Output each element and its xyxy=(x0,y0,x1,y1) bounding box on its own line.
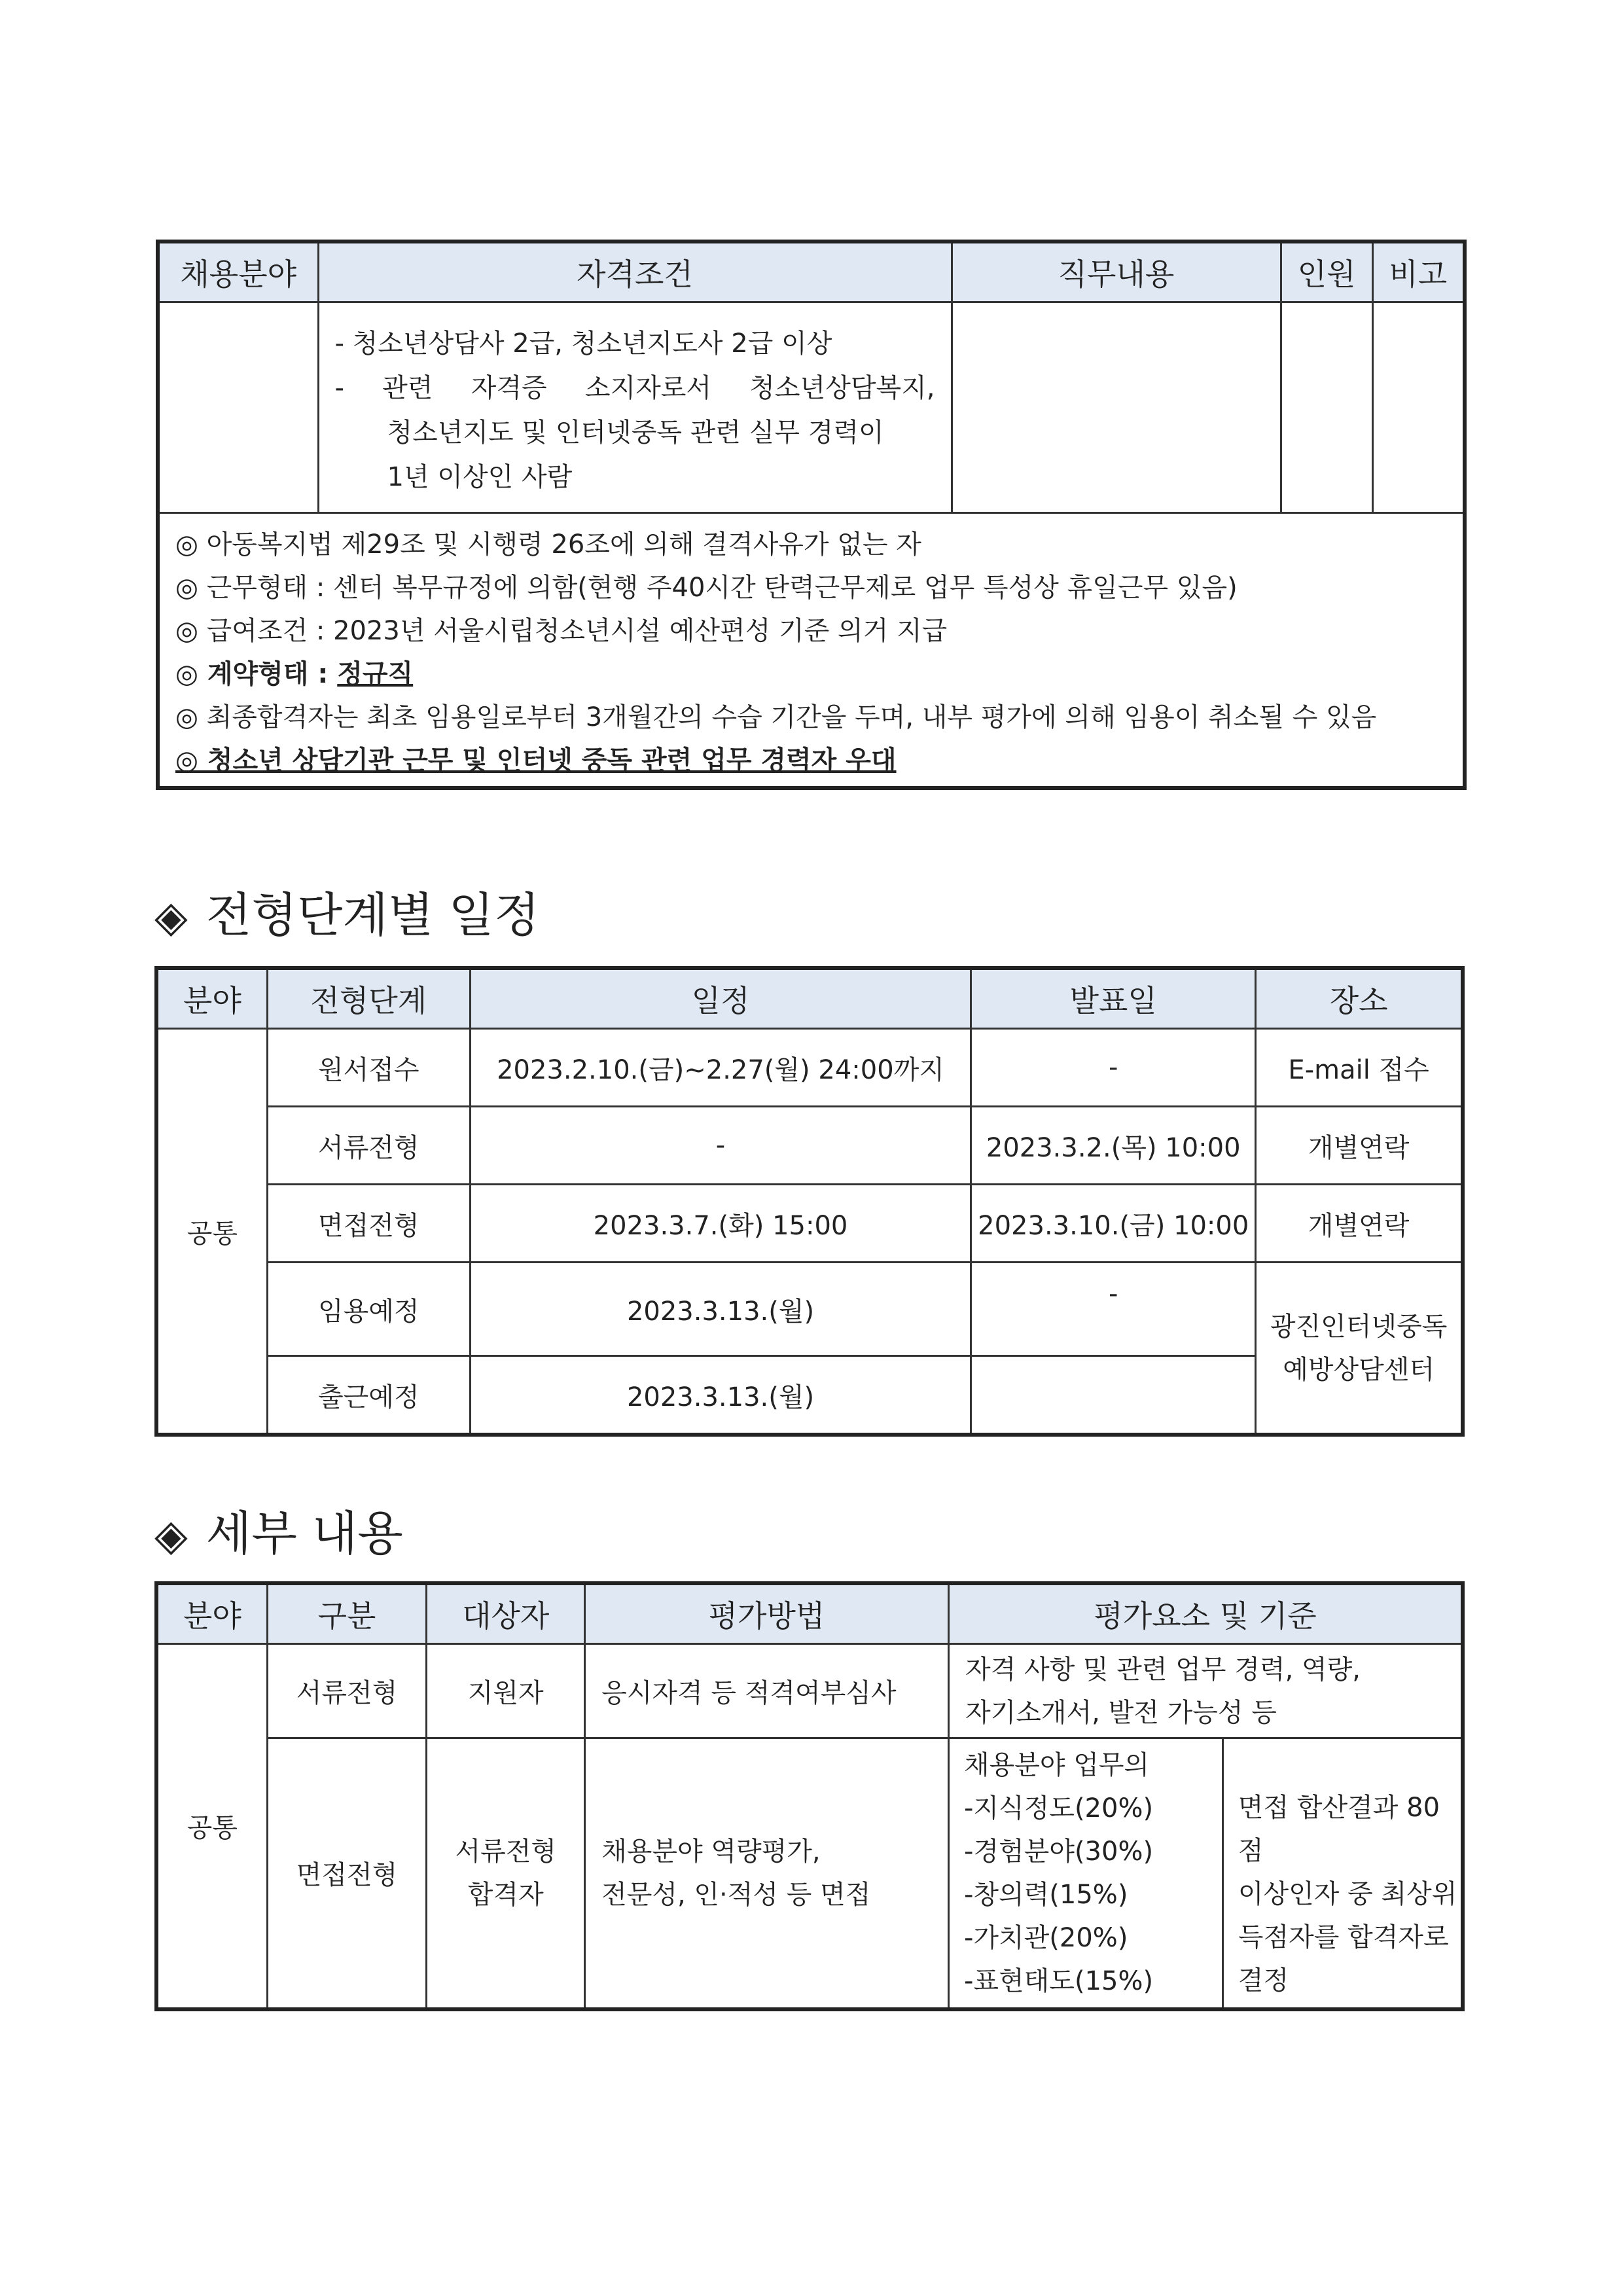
header-headcount: 인원 xyxy=(1281,242,1372,302)
header-method: 평가방법 xyxy=(585,1583,949,1644)
field-cell: 공통 xyxy=(156,1029,267,1435)
remarks-cell xyxy=(1372,302,1465,513)
date-cell: 2023.3.7.(화) 15:00 xyxy=(470,1185,971,1263)
note-work-type: ◎ 근무형태 : 센터 복무규정에 의함(현행 주40시간 탄력근무제로 업무 특성상 휴일근무 있음) xyxy=(175,573,1238,603)
header-place: 장소 xyxy=(1256,968,1463,1029)
announce-cell xyxy=(971,1356,1256,1435)
stage-cell: 면접전형 xyxy=(267,1185,470,1263)
header-qualifications: 자격조건 xyxy=(318,242,952,302)
rule-line: 면접 합산결과 80점 xyxy=(1238,1793,1440,1866)
header-type: 구분 xyxy=(267,1583,427,1644)
table-row xyxy=(156,1107,1463,1185)
rule-line: 결정 xyxy=(1238,1965,1289,1996)
pass-rule-cell xyxy=(1222,1738,1463,2009)
table-row xyxy=(156,1029,1463,1107)
place-cell: E-mail 접수 xyxy=(1256,1029,1463,1107)
qualification-line: 1년 이상인 사람 xyxy=(387,462,573,492)
schedule-heading: ◈ 전형단계별 일정 xyxy=(154,888,540,942)
duties-cell xyxy=(952,302,1281,513)
header-remarks: 비고 xyxy=(1372,242,1465,302)
detail-heading: ◈ 세부 내용 xyxy=(154,1506,403,1561)
place-cell: 개별연락 xyxy=(1256,1107,1463,1185)
note-preference: ◎ 청소년 상담기관 근무 및 인터넷 중독 관련 업무 경력자 우대 xyxy=(175,745,897,776)
header-duties: 직무내용 xyxy=(952,242,1281,302)
header-target: 대상자 xyxy=(427,1583,585,1644)
diamond-bullet-icon: ◈ xyxy=(154,891,188,942)
element-line: -표현태도(15%) xyxy=(963,1965,1154,1996)
criteria-cell: 자격 사항 및 관련 업무 경력, 역량, 자기소개서, 발전 가능성 등 xyxy=(948,1644,1463,1738)
rule-line: 이상인자 중 최상위 xyxy=(1238,1879,1457,1909)
method-cell: 채용분야 역량평가, 전문성, 인·적성 등 면접 xyxy=(585,1738,949,2009)
field-cell: 공통 xyxy=(156,1644,267,2009)
element-line: -가치관(20%) xyxy=(963,1922,1128,1953)
date-cell: 2023.3.13.(월) xyxy=(470,1263,971,1356)
stage-cell: 서류전형 xyxy=(267,1107,470,1185)
target-cell: 서류전형 합격자 xyxy=(427,1738,585,2009)
stage-cell: 임용예정 xyxy=(267,1263,470,1356)
stage-cell: 원서접수 xyxy=(267,1029,470,1107)
header-field: 분야 xyxy=(156,1583,267,1644)
header-stage: 전형단계 xyxy=(267,968,470,1029)
element-line: -경험분야(30%) xyxy=(963,1836,1154,1867)
qualification-line: - 청소년상담사 2급, 청소년지도사 2급 이상 xyxy=(334,329,832,359)
stage-cell: 출근예정 xyxy=(267,1356,470,1435)
type-cell: 서류전형 xyxy=(267,1644,427,1738)
table-row xyxy=(156,1644,1463,1738)
headcount-cell xyxy=(1281,302,1372,513)
recruitment-table xyxy=(156,240,1467,790)
schedule-table xyxy=(154,966,1465,1437)
method-cell: 응시자격 등 적격여부심사 xyxy=(585,1644,949,1738)
table-row xyxy=(156,1738,1463,2009)
header-field: 분야 xyxy=(156,968,267,1029)
qualification-line: 청소년지도 및 인터넷중독 관련 실무 경력이 xyxy=(387,418,884,448)
date-cell: - xyxy=(470,1107,971,1185)
diamond-bullet-icon: ◈ xyxy=(154,1510,188,1560)
qualification-line: - 관련 자격증 소지자로서 청소년상담복지, xyxy=(334,373,935,403)
note-salary: ◎ 급여조건 : 2023년 서울시립청소년시설 예산편성 기준 의거 지급 xyxy=(175,616,948,646)
table-row xyxy=(156,1185,1463,1263)
evaluation-elements-cell xyxy=(948,1738,1222,2009)
detail-table xyxy=(154,1581,1465,2011)
contract-type-value: 정규직 xyxy=(337,659,414,689)
announce-cell: - xyxy=(971,1029,1256,1107)
announce-cell: 2023.3.10.(금) 10:00 xyxy=(971,1185,1256,1263)
rule-line: 득점자를 합격자로 xyxy=(1238,1922,1449,1952)
date-cell: 2023.2.10.(금)~2.27(월) 24:00까지 xyxy=(470,1029,971,1107)
header-date: 일정 xyxy=(470,968,971,1029)
note-contract-type: ◎ 계약형태 : 정규직 xyxy=(175,659,414,689)
element-line: -지식정도(20%) xyxy=(963,1793,1154,1823)
field-cell xyxy=(158,302,318,513)
place-merged-cell: 광진인터넷중독 예방상담센터 xyxy=(1256,1263,1463,1435)
header-announce: 발표일 xyxy=(971,968,1256,1029)
header-field: 채용분야 xyxy=(158,242,318,302)
header-criteria: 평가요소 및 기준 xyxy=(948,1583,1463,1644)
notes-cell xyxy=(158,513,1465,789)
date-cell: 2023.3.13.(월) xyxy=(470,1356,971,1435)
element-line: -창의력(15%) xyxy=(963,1879,1128,1910)
table-row xyxy=(156,1263,1463,1356)
note-probation: ◎ 최종합격자는 최초 임용일로부터 3개월간의 수습 기간을 두며, 내부 평가에 의해 임용이 취소될 수 있음 xyxy=(175,702,1377,732)
target-cell: 지원자 xyxy=(427,1644,585,1738)
place-cell: 개별연락 xyxy=(1256,1185,1463,1263)
element-line: 채용분야 업무의 xyxy=(963,1749,1150,1780)
announce-cell: 2023.3.2.(목) 10:00 xyxy=(971,1107,1256,1185)
note-disqualification: ◎ 아동복지법 제29조 및 시행령 26조에 의해 결격사유가 없는 자 xyxy=(175,529,921,560)
type-cell: 면접전형 xyxy=(267,1738,427,2009)
announce-cell: - xyxy=(971,1263,1256,1356)
qualifications-cell xyxy=(318,302,952,513)
